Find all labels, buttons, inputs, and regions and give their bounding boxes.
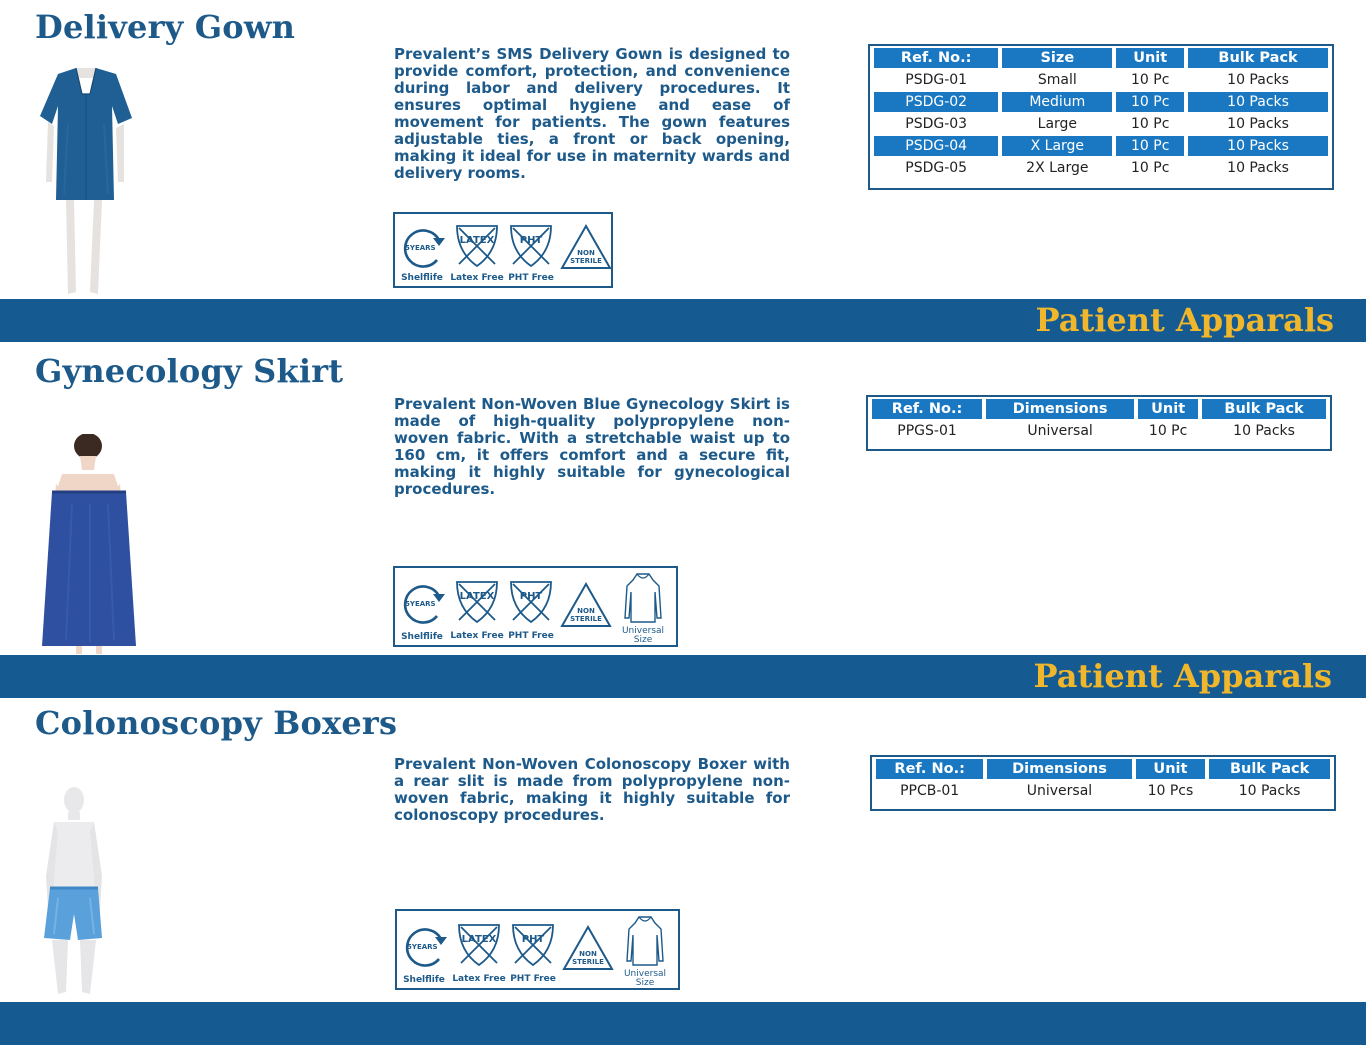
table-cell: 10 Packs: [1227, 116, 1289, 132]
universal-size-label-line2: Size: [633, 635, 653, 645]
table-cell: 10 Packs: [1188, 136, 1328, 156]
non-sterile-badge-1: NON: [577, 249, 595, 257]
section-title-colonoscopy-boxers: Colonoscopy Boxers: [35, 704, 398, 742]
section-title-gynecology-skirt: Gynecology Skirt: [35, 352, 344, 390]
universal-size-label: [610, 970, 680, 988]
universal-size-label-line1: Universal: [623, 969, 667, 979]
pht-free-label: PHT Free: [510, 974, 556, 984]
shelflife-label: Shelflife: [401, 632, 443, 642]
header-cell: Ref. No.:: [874, 48, 998, 68]
table-cell: 10 Pc: [1116, 136, 1184, 156]
header-cell: Dimensions: [986, 399, 1134, 419]
latex-free-label: Latex Free: [452, 974, 506, 984]
table-row: [874, 70, 1328, 90]
latex-badge: LATEX: [459, 235, 495, 246]
table-cell: 10 Pc: [1148, 423, 1188, 439]
gynecology-skirt-icon-box: [393, 566, 678, 647]
shelflife-badge: 5YEARS: [405, 600, 436, 608]
table-cell: 10 Packs: [1188, 92, 1328, 112]
table-cell: 10 Packs: [1227, 72, 1289, 88]
category-band-title: Patient Apparals: [1033, 657, 1332, 695]
header-cell: Dimensions: [987, 759, 1131, 779]
header-cell: Ref. No.:: [876, 759, 983, 779]
universal-size-label: [608, 627, 678, 645]
table-cell: 10 Pc: [1116, 92, 1184, 112]
table-header-row: [876, 759, 1330, 779]
category-band: [0, 299, 1366, 342]
universal-size-label-line2: Size: [635, 978, 655, 988]
universal-size-gown-icon: [625, 915, 665, 969]
universal-size-gown-icon: [623, 572, 663, 626]
non-sterile-badge-2: STERILE: [570, 257, 602, 265]
table-cell: 10 Packs: [1233, 423, 1295, 439]
latex-badge: LATEX: [461, 934, 497, 945]
table-cell: Small: [1037, 72, 1077, 88]
table-cell: X Large: [1002, 136, 1112, 156]
latex-badge: LATEX: [459, 591, 495, 602]
gynecology-skirt-product-image: [36, 434, 142, 654]
delivery-gown-icon-box: [393, 212, 613, 288]
gynecology-skirt-spec-table: [866, 395, 1332, 451]
non-sterile-badge-2: STERILE: [570, 615, 602, 623]
table-cell: PPGS-01: [897, 423, 957, 439]
non-sterile-badge-2: STERILE: [572, 958, 604, 966]
table-row: [874, 92, 1328, 112]
table-cell: Universal: [1026, 783, 1093, 799]
table-cell: 10 Packs: [1238, 783, 1301, 799]
pht-badge: PHT: [521, 934, 545, 945]
non-sterile-badge-1: NON: [577, 607, 595, 615]
non-sterile-badge-1: NON: [579, 950, 597, 958]
delivery-gown-spec-table: [868, 44, 1334, 190]
latex-free-icon: [455, 921, 503, 969]
section-title-delivery-gown: Delivery Gown: [35, 8, 296, 46]
non-sterile-icon: [559, 222, 613, 272]
footer-band: [0, 1002, 1366, 1045]
header-cell: Unit: [1138, 399, 1198, 419]
non-sterile-icon: [559, 580, 613, 630]
table-row: [874, 158, 1328, 178]
colonoscopy-boxers-description: Prevalent Non-Woven Colonoscopy Boxer with a rear slit is made from polypropylene non-woven fabric, making it highly suitable for colonoscopy procedures.: [394, 755, 790, 824]
header-cell: Bulk Pack: [1202, 399, 1326, 419]
latex-free-label: Latex Free: [450, 631, 504, 641]
universal-size-label-line1: Universal: [621, 626, 665, 636]
table-cell: 2X Large: [1026, 160, 1089, 176]
header-cell: Size: [1002, 48, 1112, 68]
table-cell: 10 Pc: [1131, 72, 1170, 88]
shelflife-badge: 5YEARS: [405, 244, 436, 252]
table-cell: PPCB-01: [900, 783, 960, 799]
latex-free-icon: [453, 578, 501, 626]
header-cell: Unit: [1136, 759, 1206, 779]
shelflife-icon: [399, 921, 451, 971]
table-header-row: [872, 399, 1326, 419]
shelflife-icon: [397, 578, 449, 628]
table-cell: PSDG-05: [905, 160, 968, 176]
table-cell: PSDG-01: [905, 72, 968, 88]
table-row: [874, 114, 1328, 134]
header-cell: Unit: [1116, 48, 1184, 68]
table-header-row: [874, 48, 1328, 68]
delivery-gown-product-image: [36, 64, 136, 298]
category-band: [0, 655, 1366, 698]
header-cell: Bulk Pack: [1209, 759, 1330, 779]
non-sterile-icon: [561, 923, 615, 973]
table-cell: 10 Pcs: [1147, 783, 1194, 799]
pht-badge: PHT: [519, 235, 543, 246]
pht-badge: PHT: [519, 591, 543, 602]
shelflife-label: Shelflife: [403, 975, 445, 985]
table-row: [876, 781, 1330, 801]
table-cell: PSDG-02: [874, 92, 998, 112]
latex-free-label: Latex Free: [450, 273, 504, 283]
table-cell: 10 Pc: [1131, 116, 1170, 132]
table-row: [874, 136, 1328, 156]
pht-free-icon: [507, 578, 555, 626]
shelflife-label: Shelflife: [401, 273, 443, 283]
header-cell: Bulk Pack: [1188, 48, 1328, 68]
colonoscopy-boxers-icon-box: [395, 909, 680, 990]
colonoscopy-boxers-spec-table: [870, 755, 1336, 811]
table-cell: Large: [1037, 116, 1078, 132]
delivery-gown-description: Prevalent’s SMS Delivery Gown is designed to provide comfort, protection, and convenience during labor and delivery procedures. It ensures optimal hygiene and ease of movement for patients. The gown features adjustable ties, a front or back opening, making it ideal for use in maternity wards and delivery rooms.: [394, 45, 790, 182]
pht-free-label: PHT Free: [508, 631, 554, 641]
table-cell: Medium: [1002, 92, 1112, 112]
gynecology-skirt-description: Prevalent Non-Woven Blue Gynecology Skirt is made of high-quality polypropylene non-woven fabric. With a stretchable waist up to 160 cm, it offers comfort and a secure fit, making it highly suitable for gynecological procedures.: [394, 395, 790, 498]
table-cell: 10 Pc: [1131, 160, 1170, 176]
pht-free-icon: [509, 921, 557, 969]
table-cell: PSDG-04: [874, 136, 998, 156]
table-cell: PSDG-03: [905, 116, 968, 132]
table-cell: 10 Packs: [1227, 160, 1289, 176]
category-band-title: Patient Apparals: [1035, 301, 1334, 339]
colonoscopy-boxers-product-image: [38, 786, 110, 1000]
pht-free-label: PHT Free: [508, 273, 554, 283]
shelflife-icon: [397, 222, 449, 272]
table-cell: Universal: [1027, 423, 1093, 439]
latex-free-icon: [453, 222, 501, 270]
pht-free-icon: [507, 222, 555, 270]
header-cell: Ref. No.:: [872, 399, 982, 419]
shelflife-badge: 5YEARS: [407, 943, 438, 951]
table-row: [872, 421, 1326, 441]
